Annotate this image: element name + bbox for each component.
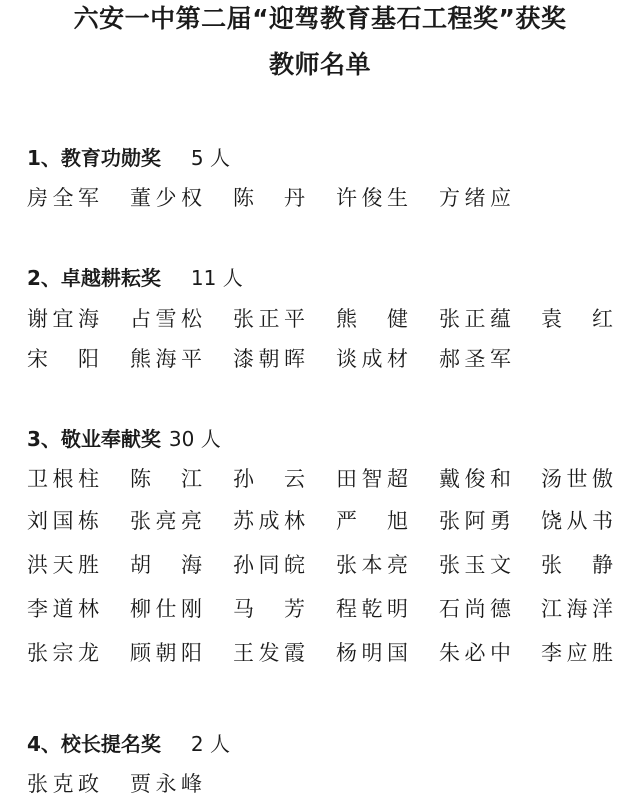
teacher-name: 马 芳: [233, 597, 305, 621]
teacher-name: 张正蕴: [439, 307, 511, 331]
teacher-name: 张阿勇: [439, 509, 511, 533]
teacher-name: 顾朝阳: [130, 641, 202, 665]
teacher-name: 田智超: [336, 467, 408, 491]
teacher-name: 占雪松: [130, 307, 202, 331]
document-title-line-2: 教师名单: [268, 50, 371, 79]
teacher-name: 袁 红: [541, 307, 613, 331]
teacher-name: 卫根柱: [27, 467, 99, 491]
section-title: 4、校长提名奖: [27, 732, 161, 756]
teacher-name: 江海洋: [541, 597, 613, 621]
teacher-name: 熊 健: [336, 307, 408, 331]
teacher-name: 宋 阳: [27, 347, 99, 371]
teacher-name: 张克政: [27, 772, 99, 796]
teacher-name: 张宗龙: [27, 641, 99, 665]
teacher-name: 孙同皖: [233, 553, 305, 577]
teacher-name: 张 静: [541, 553, 613, 577]
teacher-name: 董少权: [130, 186, 202, 210]
teacher-name: 张本亮: [336, 553, 408, 577]
document-title-line-1: 六安一中第二届“迎驾教育基石工程奖”获奖: [73, 4, 567, 33]
section-heading: [27, 264, 243, 292]
section-count: 5 人: [190, 146, 231, 170]
teacher-name: 柳仕刚: [130, 597, 202, 621]
section-title: 3、敬业奉献奖: [27, 427, 161, 451]
section-heading: [27, 730, 230, 758]
section-count: 11 人: [190, 266, 243, 290]
teacher-name: 戴俊和: [439, 467, 511, 491]
section-count: 30 人: [168, 427, 221, 451]
teacher-name: 陈 江: [130, 467, 202, 491]
teacher-name: 洪天胜: [27, 553, 99, 577]
teacher-name: 熊海平: [130, 347, 202, 371]
teacher-name: 刘国栋: [27, 509, 99, 533]
teacher-name: 汤世傲: [541, 467, 613, 491]
teacher-name: 李道林: [27, 597, 99, 621]
teacher-name: 张正平: [233, 307, 305, 331]
section-count: 2 人: [190, 732, 231, 756]
teacher-name: 谢宜海: [27, 307, 99, 331]
teacher-name: 朱必中: [439, 641, 511, 665]
section-title: 1、教育功勋奖: [27, 146, 161, 170]
teacher-name: 漆朝晖: [233, 347, 305, 371]
teacher-name: 苏成林: [233, 509, 305, 533]
teacher-name: 胡 海: [130, 553, 202, 577]
teacher-name: 严 旭: [336, 509, 408, 533]
teacher-name: 李应胜: [541, 641, 613, 665]
teacher-name: 陈 丹: [233, 186, 305, 210]
teacher-name: 张亮亮: [130, 509, 202, 533]
section-heading: [27, 144, 230, 172]
teacher-name: 饶从书: [541, 509, 613, 533]
teacher-name: 许俊生: [336, 186, 408, 210]
teacher-name: 方绪应: [439, 186, 511, 210]
teacher-name: 王发霞: [233, 641, 305, 665]
teacher-name: 杨明国: [336, 641, 408, 665]
teacher-name: 郝圣军: [439, 347, 511, 371]
teacher-name: 房全军: [27, 186, 99, 210]
teacher-name: 贾永峰: [130, 772, 202, 796]
teacher-name: 孙 云: [233, 467, 305, 491]
section-heading: [27, 425, 221, 453]
teacher-name: 张玉文: [439, 553, 511, 577]
teacher-name: 石尚德: [439, 597, 511, 621]
teacher-name: 谈成材: [336, 347, 408, 371]
section-title: 2、卓越耕耘奖: [27, 266, 161, 290]
teacher-name: 程乾明: [336, 597, 408, 621]
